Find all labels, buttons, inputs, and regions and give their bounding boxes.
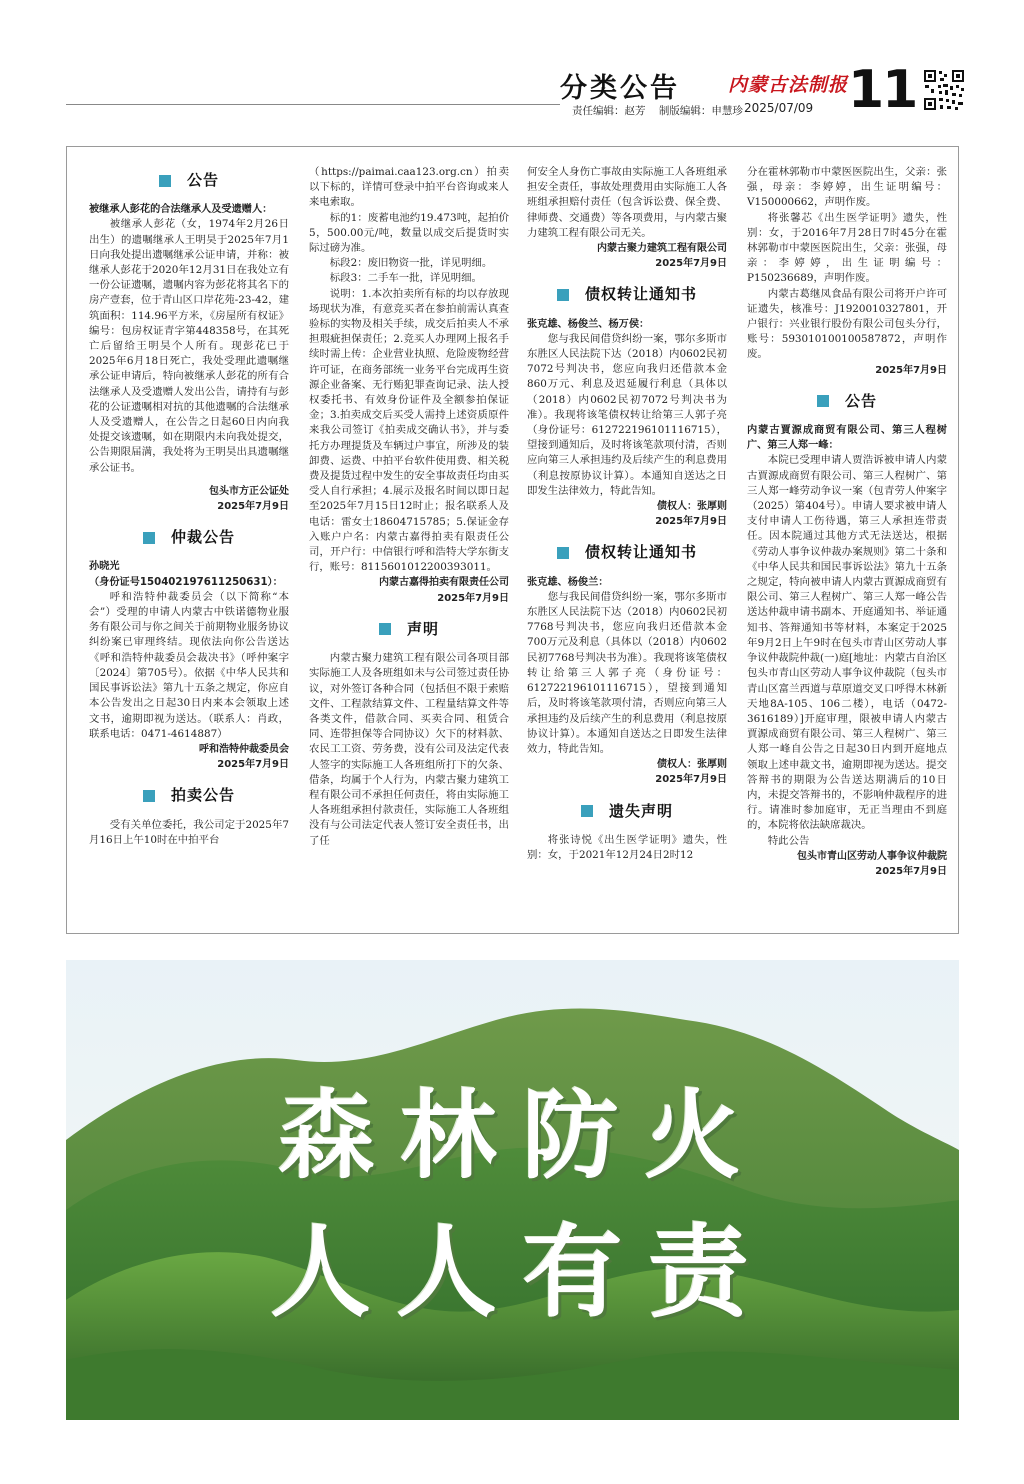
notice-body: 被继承人彭花（女，1974年2月26日出生）的遗嘱继承人王明昊于2025年7月1日向我处提出遗嘱继承公证申请，并称：被继承人彭花于2020年12月31日在我处立有一份公证遗嘱，遗嘱内容为彭花将其名下的房产壹套，位于青山区口岸花苑-23-42，建筑面积：114.96平方米，《房屋所有权证》编号：包房权证青字第448358号，在其死亡后留给王明昊个人所有。现彭花已于2025年6月18日死亡，我处受理此遗嘱继承公证申请后，特向被继承人彭花的所有合法继承人及受遗赠人发出公告，请持有与彭花的公证遗嘱相对抗的其他遗嘱的合法继承人及受遗赠人，在公告之日起60日内向我处提交该遗嘱，如在期限内未向我处提交，公告期限届满，我处将为王明昊出具遗嘱继承公证书。	[89, 218, 289, 474]
qr-code-icon	[922, 68, 966, 112]
editor-credits	[572, 103, 753, 118]
square-bullet-icon	[159, 175, 171, 187]
notice-heading: 公告	[89, 173, 289, 188]
notice-heading: 仲裁公告	[89, 530, 289, 545]
notice-body: 说明：1.本次拍卖所有标的均以存放现场现状为准，有意竞买者在参拍前需认真查验标的实物及相关手续，成交后拍卖人不承担瑕疵担保责任；2.竞买人办理网上报名手续时需上传：企业营业执照、危险废物经营许可证，在商务部统一业务平台完成再生资源企业备案、无行贿犯罪查询记录、法人授权委托书、有效身份证件及全额参拍保证金；3.拍卖成交后买受人需持上述资质原件来我公司签订《拍卖成交确认书》，并与委托方办理提货及车辆过户事宜，所涉及的装卸费、运费、中拍平台软件使用费、相关税费及提货过程中发生的安全事故责任均由买受人自行承担；4.展示及报名时间以即日起至2025年7月15日12时止；报名联系人及电话：雷女士18604715785；5.保证金存入账户户名：内蒙古嘉得拍卖有限责任公司，开户行：中信银行呼和浩特大学东街支行，账号：8115601012200393011。	[309, 287, 509, 574]
notice-signer: 包头市方正公证处	[209, 485, 289, 497]
notice-date: 2025年7月9日	[217, 501, 289, 513]
column-4	[747, 165, 947, 879]
notice-addressee: 张克雄、杨俊兰、杨万侯：	[527, 318, 650, 330]
notice-body: 将张诗悦《出生医学证明》遗失，性别：女，于2021年12月24日2时12	[527, 833, 727, 861]
notice-body: 呼和浩特仲裁委员会（以下简称“本会”）受理的申请人内蒙古中铁诺德物业服务有限公司与你之间关于前期物业服务协议纠纷案已审理终结。现依法向你公告送达《呼和浩特仲裁委员会裁决书》（呼仲案字〔2024〕第705号）。依据《中华人民共和国民事诉讼法》第九十五条之规定，你应自本公告发出之日起30日内来本会领取上述文书，逾期即视为送达。（联系人：肖政，联系电话：0471-4614887）	[89, 590, 289, 740]
notice-body: 标段3：二手车一批，详见明细。	[329, 272, 482, 285]
header-rule	[66, 104, 560, 105]
page-header	[0, 0, 1024, 118]
notices-frame	[66, 146, 959, 934]
notice-addressee: 孙晓光	[89, 561, 120, 573]
layout-editor: 制版编辑：申慧珍	[658, 105, 743, 117]
notice-date: 2025年7月9日	[655, 774, 727, 786]
square-bullet-icon	[557, 547, 569, 559]
notice-heading: 拍卖公告	[89, 788, 289, 803]
notice-body: 将张馨芯《出生医学证明》遗失，性别：女，于2016年7月28日7时45分在霍林郭勒市中蒙医医院出生，父亲：张强，母亲：李婷婷，出生证明编号：P150236689，声明作废。	[747, 211, 947, 285]
notice-addressee: 张克雄、杨俊兰：	[527, 576, 609, 588]
notice-date: 2025年7月9日	[655, 258, 727, 270]
notice-addressee: 内蒙古賈源成商贸有限公司、第三人程树广、第三人郑一峰：	[747, 425, 947, 452]
notice-signer: 债权人：张厚则	[657, 759, 727, 771]
square-bullet-icon	[557, 289, 569, 301]
column-2	[309, 165, 509, 849]
notice-date: 2025年7月9日	[655, 516, 727, 528]
notice-body: 您与我民间借贷纠纷一案，鄂尔多斯市东胜区人民法院下达（2018）内0602民初7072号判决书，您应向我归还借款本金860万元、利息及迟延履行利息（具体以（2018）内0602民初7072号判决书为准）。我现将该笔债权转让给第三人郭子亮（身份证号：612722196101116715），望接到通知后，及时将该笔款项付清，否则应向第三人承担违约及后续产生的利息费用（利息按原协议计算）。本通知自送达之日即发生法律效力，特此告知。	[527, 332, 727, 497]
notice-body: 内蒙古聚力建筑工程有限公司各项目部实际施工人及各班组如未与公司签过责任协议，对外签订各种合同（包括但不限于索赔文件、工程款结算文件、工程量结算文件等各类文件，借款合同、买卖合同、租赁合同、连带担保等合同协议）欠下的材料款、农民工工资、劳务费，没有公司及法定代表人签字的实际施工人各班组所打下的欠条、借条，均属于个人行为，内蒙古聚力建筑工程有限公司不承担任何责任，将由实际施工人各班组承担付款责任，实际施工人各班组没有与公司法定代表人签订安全责任书，出了任	[309, 652, 509, 847]
square-bullet-icon	[817, 395, 829, 407]
notice-body: （https://paimai.caa123.org.cn）拍卖以下标的，详情可登录中拍平台咨询或来人来电索取。	[309, 166, 509, 209]
page-number: 11	[848, 60, 917, 120]
notice-heading: 声明	[309, 622, 509, 637]
notice-body: 您与我民间借贷纠纷一案，鄂尔多斯市东胜区人民法院下达（2018）内0602民初7768号判决书，您应向我归还借款本金700万元及利息（具体以（2018）内0602民初7768号判决书为准）。我现将该笔债权转让给第三人郭子亮（身份证号：612722196101116715），望接到通知后，及时将该笔款项付清，否则应向第三人承担违约及后续产生的利息费用（利息按原协议计算）。本通知自送达之日即发生法律效力，特此告知。	[527, 590, 727, 755]
notice-body: 标的1：废蓄电池约19.473吨，起拍价5，500.00元/吨，数量以成交后提货时实际过磅为准。	[309, 211, 509, 255]
notice-heading: 遗失声明	[527, 804, 727, 819]
notice-date: 2025年7月9日	[875, 865, 947, 877]
notice-closing: 特此公告	[767, 834, 810, 847]
poster-slogan-line-1: 森林防火	[278, 1080, 767, 1192]
square-bullet-icon	[143, 790, 155, 802]
poster-slogan-line-2: 人人有责	[270, 1214, 775, 1331]
notice-addressee: 被继承人彭花的合法继承人及受遗赠人：	[89, 204, 273, 216]
notice-body: 何安全人身伤亡事故由实际施工人各班组承担安全责任，事故处理费用由实际施工人各班组承担赔付责任（包含诉讼费、保全费、律师费、交通费）等各项费用，与内蒙古聚力建筑工程有限公司无关。	[527, 166, 727, 239]
column-3	[527, 165, 727, 863]
notice-signer: 呼和浩特仲裁委员会	[199, 743, 289, 755]
square-bullet-icon	[379, 623, 391, 635]
notice-body: 内蒙古葛继凤食品有限公司将开户许可证遗失，核准号：J1920010327801，开户银行：兴业银行股份有限公司包头分行，账号：593010100100587872，声明作废。	[747, 287, 947, 361]
notice-body: 标段2：废旧物资一批，详见明细。	[329, 257, 493, 270]
newspaper-masthead: 内蒙古法制报	[728, 74, 849, 96]
column-1	[89, 165, 289, 848]
forest-fire-poster	[66, 960, 959, 1420]
notice-signer: 债权人：张厚则	[657, 501, 727, 513]
notice-heading: 债权转让通知书	[527, 545, 727, 560]
notice-heading: 债权转让通知书	[527, 287, 727, 302]
notice-date: 2025年7月9日	[437, 592, 509, 604]
section-title: 分类公告	[560, 73, 680, 104]
issue-date: 2025/07/09	[744, 101, 814, 115]
square-bullet-icon	[143, 532, 155, 544]
notice-signer: 包头市青山区劳动人事争议仲裁院	[797, 850, 947, 862]
notice-date: 2025年7月9日	[217, 759, 289, 771]
notice-signer: 内蒙古嘉得拍卖有限责任公司	[379, 577, 509, 589]
notice-date: 2025年7月9日	[875, 364, 947, 376]
notice-heading: 公告	[747, 394, 947, 409]
notice-addressee-id: （身份证号150402197611250631）：	[89, 576, 283, 588]
notice-body: 受有关单位委托，我公司定于2025年7月16日上午10时在中拍平台	[89, 818, 289, 846]
notice-body: 本院已受理申请人贾浩诉被申请人内蒙古賈源成商贸有限公司、第三人程树广、第三人郑一峰劳动争议一案（包青劳人仲案字（2025）第404号）。申请人要求被申请人支付申请人工伤待遇，第三人承担连带责任。因本院通过其他方式无法送达，根据《劳动人事争议仲裁办案规则》第二十条和《中华人民共和国民事诉讼法》第九十五条之规定，特向被申请人内蒙古賈源成商贸有限公司、第三人程树广、第三人郑一峰公告送达仲裁申请书副本、开庭通知书、举证通知书、答辩通知书等材料，本案定于2025年9月2日上午9时在包头市青山区劳动人事争议仲裁院仲裁(一)庭[地址：内蒙古自治区包头市青山区劳动人事争议仲裁院（包头市青山区富兰西道与草原道交叉口呼得木林新天地8A-105、106二楼），电话（0472-3616189）]开庭审理，限被申请人内蒙古賈源成商贸有限公司、第三人程树广、第三人郑一峰自公告之日起30日内到开庭地点领取上述申裁文书，逾期即视为送达。提交答辩书的期限为公告送达期满后的10日内，未提交答辩书的，不影响仲裁程序的进行。请准时参加庭审，无正当理由不到庭的，本院将依法缺席裁决。	[747, 454, 947, 832]
square-bullet-icon	[581, 805, 593, 817]
responsible-editor: 责任编辑：赵芳	[572, 105, 646, 117]
notice-signer: 内蒙古聚力建筑工程有限公司	[597, 243, 727, 255]
notice-body: 分在霍林郭勒市中蒙医医院出生，父亲：张强，母亲：李婷婷，出生证明编号：V150000662，声明作废。	[747, 166, 947, 209]
